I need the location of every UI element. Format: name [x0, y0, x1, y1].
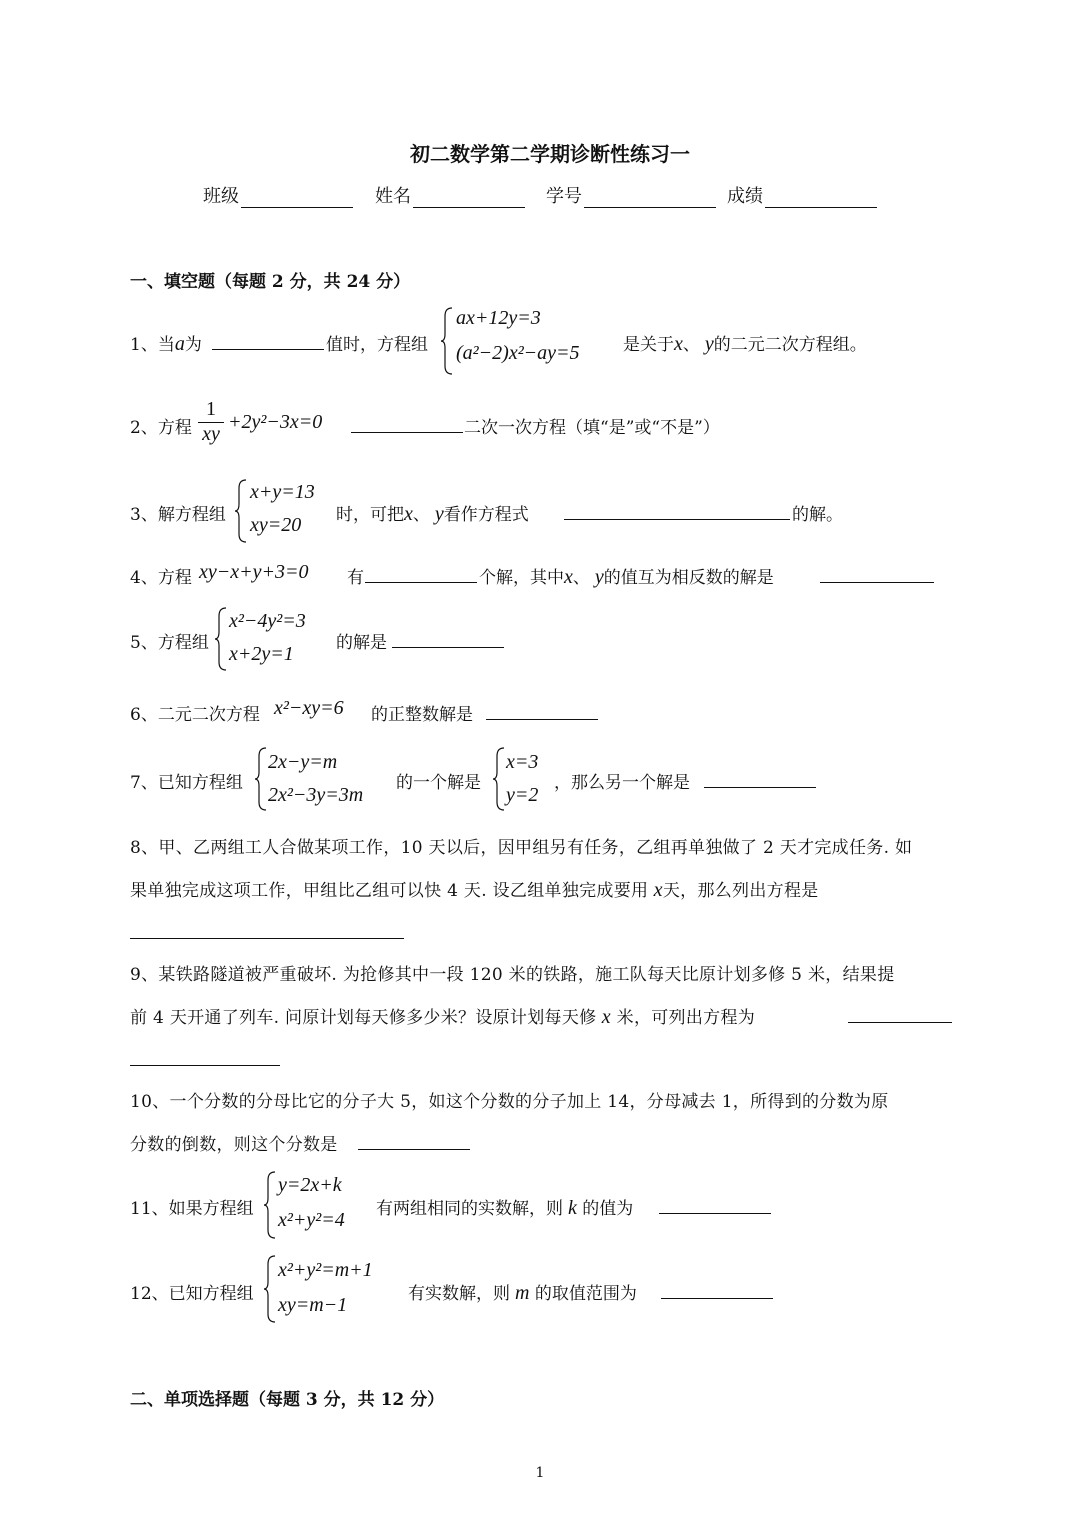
q7-pre: 7、已知方程组 — [130, 773, 243, 793]
q3-post: 的解。 — [792, 505, 843, 525]
q3-blank[interactable] — [564, 519, 790, 520]
q7-eq1: 2x−y=m — [268, 751, 338, 773]
q2-pre: 2、方程 — [130, 418, 192, 438]
q2-rest: +2y²−3x=0 — [228, 411, 323, 433]
q9-line-1: 9、某铁路隧道被严重破坏. 为抢修其中一段 120 米的铁路，施工队每天比原计划多修 5 米，结果提 — [130, 965, 895, 985]
id-label: 学号 — [546, 186, 582, 207]
q7-brace-2 — [492, 746, 506, 812]
q11-pre: 11、如果方程组 — [130, 1199, 254, 1219]
q11-blank[interactable] — [659, 1213, 771, 1214]
q12-brace — [263, 1254, 277, 1324]
q12-eq2: xy=m−1 — [278, 1294, 348, 1316]
q7-sol-y: y=2 — [506, 784, 539, 806]
q9-blank-2[interactable] — [130, 1065, 280, 1066]
q1-mid: 值时，方程组 — [326, 335, 428, 355]
q12-blank[interactable] — [661, 1298, 773, 1299]
q9-line-2: 前 4 天开通了列车. 问原计划每天修多少米？设原计划每天修 x 米，可列出方程为 — [130, 1006, 756, 1028]
q1-eq1: ax+12y=3 — [456, 307, 541, 329]
q10-line-2: 分数的倒数，则这个分数是 — [130, 1135, 338, 1155]
q10-line-1: 10、一个分数的分母比它的分子大 5，如这个分数的分子加上 14，分母减去 1，所得到的分数为原 — [130, 1092, 889, 1112]
name-label: 姓名 — [375, 186, 411, 207]
q4-blank-1[interactable] — [365, 582, 477, 583]
class-label: 班级 — [203, 186, 239, 207]
q3-brace — [234, 478, 248, 544]
page-title: 初二数学第二学期诊断性练习一 — [410, 142, 690, 166]
q6-post: 的正整数解是 — [371, 705, 473, 725]
score-blank[interactable] — [765, 187, 877, 208]
q2-fraction: $\frac{1}{xy}$ — [198, 398, 224, 446]
q10-blank[interactable] — [358, 1149, 470, 1150]
q11-eq2: x²+y²=4 — [278, 1209, 345, 1231]
q7-post: ，那么另一个解是 — [554, 773, 690, 793]
q12-mid: 有实数解，则 m 的取值范围为 — [408, 1282, 637, 1304]
score-label: 成绩 — [727, 186, 763, 207]
q5-post: 的解是 — [336, 633, 387, 653]
q2-blank[interactable] — [351, 432, 463, 433]
q3-mid: 时，可把x、 y看作方程式 — [336, 503, 529, 525]
section-heading-2: 二、单项选择题（每题 3 分，共 12 分） — [130, 1390, 445, 1410]
q4-pre: 4、方程 — [130, 568, 192, 588]
q8-line-2: 果单独完成这项工作，甲组比乙组可以快 4 天. 设乙组单独完成要用 x天，那么列出方程是 — [130, 879, 819, 901]
q1-blank[interactable] — [212, 349, 324, 350]
q11-mid: 有两组相同的实数解，则 k 的值为 — [376, 1197, 634, 1219]
q8-line-1: 8、甲、乙两组工人合做某项工作，10 天以后，因甲组另有任务，乙组再单独做了 2 天才完成任务. 如 — [130, 838, 913, 858]
q4-eq: xy−x+y+3=0 — [199, 561, 309, 583]
q1-brace — [440, 306, 454, 376]
q1-eq2: (a²−2)x²−ay=5 — [456, 342, 580, 364]
score-field — [727, 182, 877, 208]
q7-sol-x: x=3 — [506, 751, 539, 773]
q11-eq1: y=2x+k — [278, 1174, 342, 1196]
id-field — [546, 182, 716, 208]
id-blank[interactable] — [584, 187, 716, 208]
q5-brace — [214, 606, 228, 672]
class-blank[interactable] — [241, 187, 353, 208]
page-number: 1 — [535, 1465, 545, 1481]
q5-blank[interactable] — [392, 647, 504, 648]
section-heading-1: 一、填空题（每题 2 分，共 24 分） — [130, 272, 411, 292]
name-field — [375, 182, 525, 208]
q3-pre: 3、解方程组 — [130, 505, 226, 525]
q7-mid: 的一个解是 — [396, 773, 481, 793]
q7-brace-1 — [254, 746, 268, 812]
q6-blank[interactable] — [486, 719, 598, 720]
q4-mid2: 个解，其中x、 y的值互为相反数的解是 — [479, 566, 774, 588]
q6-pre: 6、二元二次方程 — [130, 705, 260, 725]
q5-pre: 5、方程组 — [130, 633, 209, 653]
q7-blank[interactable] — [704, 787, 816, 788]
q12-pre: 12、已知方程组 — [130, 1284, 254, 1304]
q11-brace — [263, 1170, 277, 1240]
q1-pre: 1、当a为 — [130, 333, 202, 355]
q5-eq2: x+2y=1 — [229, 643, 294, 665]
q3-eq1: x+y=13 — [250, 481, 315, 503]
class-field — [203, 182, 353, 208]
q12-eq1: x²+y²=m+1 — [278, 1259, 373, 1281]
q2-post: 二次一次方程（填“是”或“不是”） — [464, 418, 720, 438]
q9-blank-1[interactable] — [848, 1022, 952, 1023]
q1-post: 是关于x、 y的二元二次方程组。 — [623, 333, 867, 355]
q4-mid: 有 — [347, 568, 364, 588]
q8-blank[interactable] — [130, 938, 404, 939]
q7-eq2: 2x²−3y=3m — [268, 784, 364, 806]
name-blank[interactable] — [413, 187, 525, 208]
q4-blank-2[interactable] — [820, 582, 934, 583]
q3-eq2: xy=20 — [250, 514, 302, 536]
q6-eq: x²−xy=6 — [274, 697, 344, 719]
q5-eq1: x²−4y²=3 — [229, 610, 306, 632]
